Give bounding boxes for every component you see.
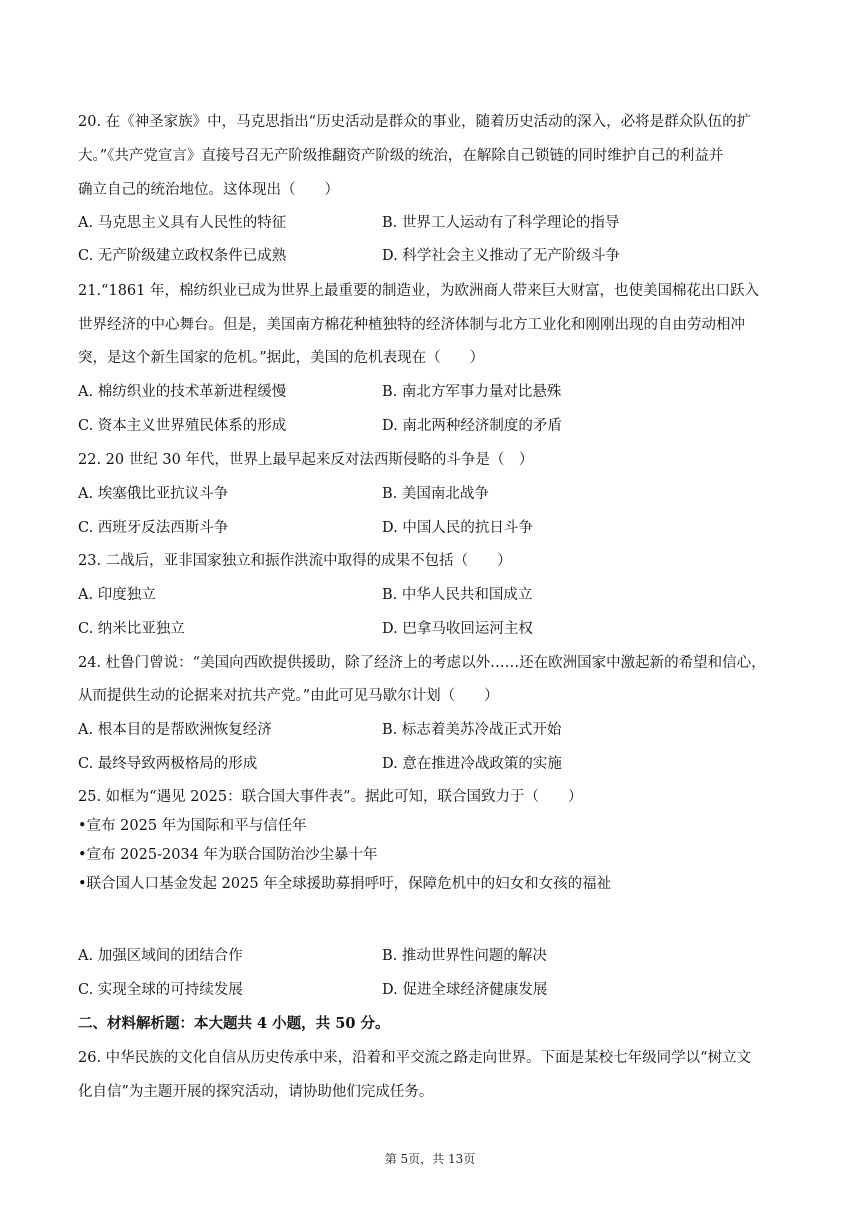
q25-stem-line1: 25. 如框为“遇见 2025：联合国大事件表”。据此可知，联合国致力于（ ）: [78, 789, 583, 805]
q24-option-d: D. 意在推进冷战政策的实施: [382, 756, 562, 772]
q20-option-c: C. 无产阶级建立政权条件已成熟: [78, 248, 287, 264]
q20-option-b: B. 世界工人运动有了科学理论的指导: [382, 215, 620, 231]
q21-stem-line1: 21.“1861 年，棉纺织业已成为世界上最重要的制造业，为欧洲商人带来巨大财富，也使美国棉花出口跃入: [78, 283, 759, 299]
q26-stem-line1: 26. 中华民族的文化自信从历史传承中来，沿着和平交流之路走向世界。下面是某校七年级同学以“树立文: [78, 1050, 752, 1066]
q23-stem-line1: 23. 二战后，亚非国家独立和振作洪流中取得的成果不包括（ ）: [78, 553, 512, 569]
q22-option-b: B. 美国南北战争: [382, 486, 489, 502]
q24-stem-line1: 24. 杜鲁门曾说：“美国向西欧提供援助，除了经济上的考虑以外……还在欧洲国家中激起新的希望和信心，: [78, 655, 766, 671]
q21-option-a: A. 棉纺织业的技术革新进程缓慢: [78, 384, 287, 400]
q23-option-d: D. 巴拿马收回运河主权: [382, 621, 533, 637]
q20-option-d: D. 科学社会主义推动了无产阶级斗争: [382, 248, 620, 264]
q21-option-d: D. 南北两种经济制度的矛盾: [382, 418, 562, 434]
q24-option-b: B. 标志着美苏冷战正式开始: [382, 722, 562, 738]
q22-option-a: A. 埃塞俄比亚抗议斗争: [78, 486, 229, 502]
q24-option-c: C. 最终导致两极格局的形成: [78, 756, 258, 772]
q26-stem-line2: 化自信”为主题开展的探究活动，请协助他们完成任务。: [78, 1084, 434, 1100]
q20-stem-line1: 20. 在《神圣家族》中，马克思指出“历史活动是群众的事业，随着历史活动的深入，必将是群众队伍的扩: [78, 114, 752, 130]
q25-option-c: C. 实现全球的可持续发展: [78, 982, 243, 998]
q20-stem-line3: 确立自己的统治地位。这体现出（ ）: [78, 182, 339, 198]
page-footer: 第 5页，共 13页: [384, 1152, 476, 1166]
q23-option-b: B. 中华人民共和国成立: [382, 587, 533, 603]
q21-option-b: B. 南北方军事力量对比悬殊: [382, 384, 562, 400]
q23-option-c: C. 纳米比亚独立: [78, 621, 185, 637]
q24-stem-line2: 从而提供生动的论据来对抗共产党。”由此可见马歇尔计划（ ）: [78, 688, 499, 704]
q25-bullet-2: •宣布 2025-2034 年为联合国防治沙尘暴十年: [78, 847, 378, 863]
q21-option-c: C. 资本主义世界殖民体系的形成: [78, 418, 287, 434]
q24-option-a: A. 根本目的是帮欧洲恢复经济: [78, 722, 272, 738]
q22-stem-line1: 22. 20 世纪 30 年代，世界上最早起来反对法西斯侵略的斗争是（ ）: [78, 452, 534, 468]
section2-heading: 二、材料解析题：本大题共 4 小题，共 50 分。: [78, 1015, 390, 1032]
q23-option-a: A. 印度独立: [78, 587, 156, 603]
q22-option-d: D. 中国人民的抗日斗争: [382, 520, 533, 536]
q25-option-d: D. 促进全球经济健康发展: [382, 982, 548, 998]
q20-stem-line2: 大。”《共产党宣言》直接号召无产阶级推翻资产阶级的统治，在解除自己锁链的同时维护自己的利益并: [78, 148, 724, 164]
q25-option-b: B. 推动世界性问题的解决: [382, 948, 547, 964]
q21-stem-line2: 世界经济的中心舞台。但是，美国南方棉花种植独特的经济体制与北方工业化和刚刚出现的自由劳动相冲: [78, 317, 745, 333]
q25-bullet-1: •宣布 2025 年为国际和平与信任年: [78, 818, 307, 834]
q25-bullet-3: •联合国人口基金发起 2025 年全球援助募捐呼吁，保障危机中的妇女和女孩的福祉: [78, 876, 612, 892]
q21-stem-line3: 突，是这个新生国家的危机。”据此，美国的危机表现在（ ）: [78, 350, 485, 366]
q25-option-a: A. 加强区域间的团结合作: [78, 948, 243, 964]
q22-option-c: C. 西班牙反法西斯斗争: [78, 520, 229, 536]
q20-option-a: A. 马克思主义具有人民性的特征: [78, 215, 287, 231]
